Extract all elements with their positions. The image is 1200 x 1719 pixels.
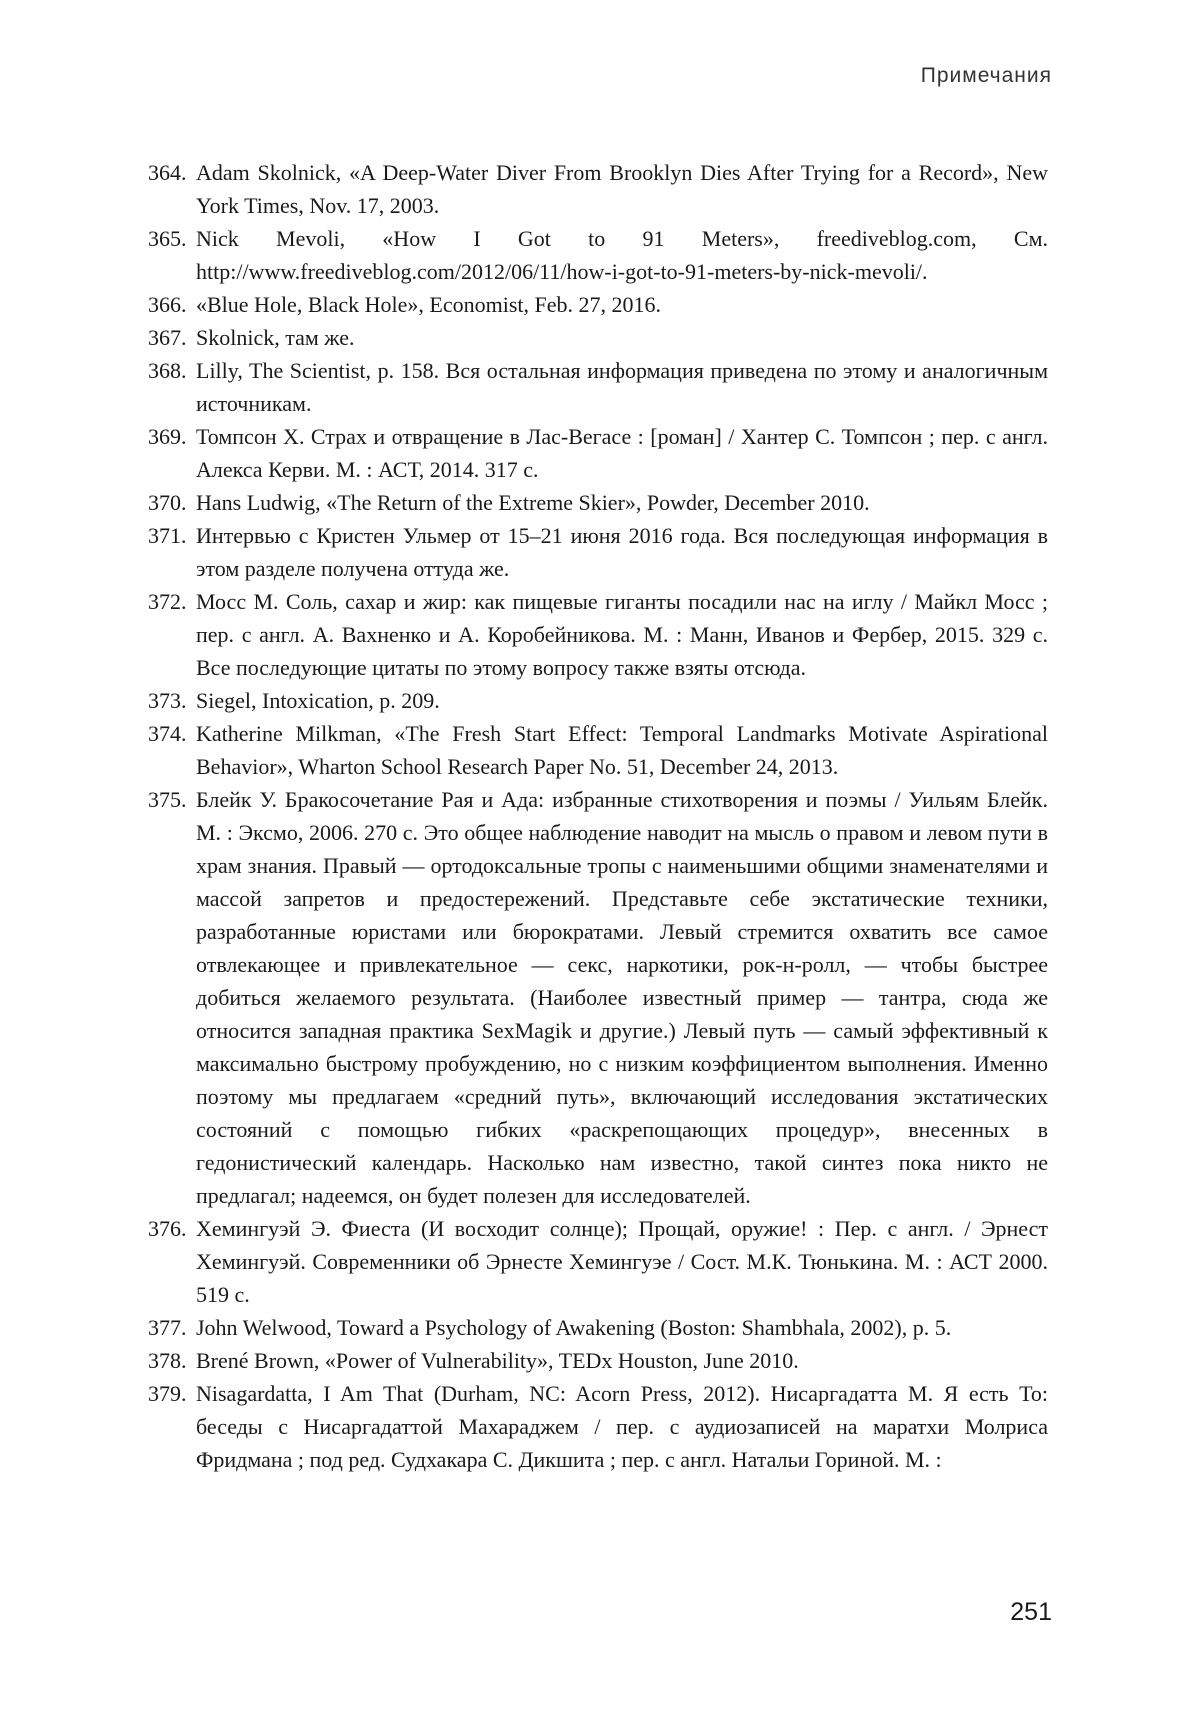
endnote-375 [148, 783, 1048, 1212]
endnote-379 [148, 1377, 1048, 1476]
endnote-text: Hans Ludwig, «The Return of the Extreme Skier», Powder, December 2010. [196, 490, 870, 515]
endnotes-list [148, 156, 1048, 1476]
endnote-number: 371. [148, 523, 187, 548]
endnote-text: Хемингуэй Э. Фиеста (И восходит солнце); Прощай, оружие! : Пер. с англ. / Эрнест Хемингуэй. Современники об Эрнесте Хемингуэе / Сост. М.К. Тюнькина. М. : АСТ 2000. 519 с. [196, 1216, 1048, 1307]
endnote-text: Lilly, The Scientist, p. 158. Вся остальная информация приведена по этому и аналогичным источникам. [196, 358, 1048, 416]
endnote-text: Brené Brown, «Power of Vulnerability», TEDx Houston, June 2010. [196, 1348, 799, 1373]
endnote-number: 374. [148, 721, 187, 746]
endnote-text: Adam Skolnick, «A Deep-Water Diver From Brooklyn Dies After Trying for a Record», New York Times, Nov. 17, 2003. [196, 160, 1048, 218]
endnote-number: 367. [148, 325, 187, 350]
endnote-366 [148, 288, 1048, 321]
endnote-number: 365. [148, 226, 187, 251]
endnote-text: Томпсон Х. Страх и отвращение в Лас-Вегасе : [роман] / Хантер С. Томпсон ; пер. с англ. Алекса Керви. М. : АСТ, 2014. 317 с. [196, 424, 1048, 482]
endnote-number: 375. [148, 787, 187, 812]
endnote-number: 379. [148, 1381, 187, 1406]
endnote-364 [148, 156, 1048, 222]
page-number: 251 [1010, 1598, 1052, 1626]
endnote-376 [148, 1212, 1048, 1311]
endnote-370 [148, 486, 1048, 519]
endnote-text: Мосс М. Соль, сахар и жир: как пищевые гиганты посадили нас на иглу / Майкл Мосс ; пер. с англ. А. Вахненко и А. Коробейникова. М. : Манн, Иванов и Фербер, 2015. 329 с. Все последующие цитаты по этому вопросу также взяты отсюда. [196, 589, 1048, 680]
endnote-number: 378. [148, 1348, 187, 1373]
endnote-text: Интервью с Кристен Ульмер от 15–21 июня 2016 года. Вся последующая информация в этом разделе получена оттуда же. [196, 523, 1048, 581]
endnote-text: Skolnick, там же. [196, 325, 355, 350]
endnote-number: 364. [148, 160, 187, 185]
endnote-text: Nick Mevoli, «How I Got to 91 Meters», freediveblog.com, См. http://www.freediveblog.com/2012/06/11/how-i-got-to-91-meters-by-nick-mevoli/. [196, 226, 1048, 284]
endnote-number: 370. [148, 490, 187, 515]
endnote-365 [148, 222, 1048, 288]
endnote-372 [148, 585, 1048, 684]
endnote-377 [148, 1311, 1048, 1344]
endnote-number: 366. [148, 292, 187, 317]
endnote-367 [148, 321, 1048, 354]
endnote-text: Katherine Milkman, «The Fresh Start Effect: Temporal Landmarks Motivate Aspirational Behavior», Wharton School Research Paper No. 51, December 24, 2013. [196, 721, 1048, 779]
endnote-number: 369. [148, 424, 187, 449]
endnote-378 [148, 1344, 1048, 1377]
running-header: Примечания [920, 64, 1052, 87]
endnote-number: 373. [148, 688, 187, 713]
endnote-number: 376. [148, 1216, 187, 1241]
endnote-371 [148, 519, 1048, 585]
endnote-text: Siegel, Intoxication, p. 209. [196, 688, 440, 713]
endnote-374 [148, 717, 1048, 783]
endnote-373 [148, 684, 1048, 717]
endnote-text: John Welwood, Toward a Psychology of Awakening (Boston: Shambhala, 2002), p. 5. [196, 1315, 952, 1340]
endnote-number: 368. [148, 358, 187, 383]
endnote-text: «Blue Hole, Black Hole», Economist, Feb. 27, 2016. [196, 292, 661, 317]
endnote-368 [148, 354, 1048, 420]
endnote-text: Блейк У. Бракосочетание Рая и Ада: избранные стихотворения и поэмы / Уильям Блейк. М. : Эксмо, 2006. 270 с. Это общее наблюдение наводит на мысль о правом и левом пути в храм знания. Правый — ортодоксальные тропы с наименьшими общими знаменателями и массой запретов и предостережений. Представьте себе экстатические техники, разработанные юристами или бюрократами. Левый стремится охватить все самое отвлекающее и привлекательное — секс, наркотики, рок-н-ролл, — чтобы быстрее добиться желаемого результата. (Наиболее известный пример — тантра, сюда же относится западная практика SexMagik и другие.) Левый путь — самый эффективный к максимально быстрому пробуждению, но с низким коэффициентом выполнения. Именно поэтому мы предлагаем «средний путь», включающий исследования экстатических состояний с помощью гибких «раскрепощающих процедур», внесенных в гедонистический календарь. Насколько нам известно, такой синтез пока никто не предлагал; надеемся, он будет полезен для исследователей. [196, 787, 1048, 1208]
endnote-number: 372. [148, 589, 187, 614]
endnote-text: Nisagardatta, I Am That (Durham, NC: Acorn Press, 2012). Нисаргадатта М. Я есть То: беседы с Нисаргадаттой Махараджем / пер. с аудиозаписей на маратхи Молриса Фридмана ; под ред. Судхакара С. Дикшита ; пер. с англ. Натальи Гориной. М. : [196, 1381, 1048, 1472]
endnote-369 [148, 420, 1048, 486]
endnote-number: 377. [148, 1315, 187, 1340]
